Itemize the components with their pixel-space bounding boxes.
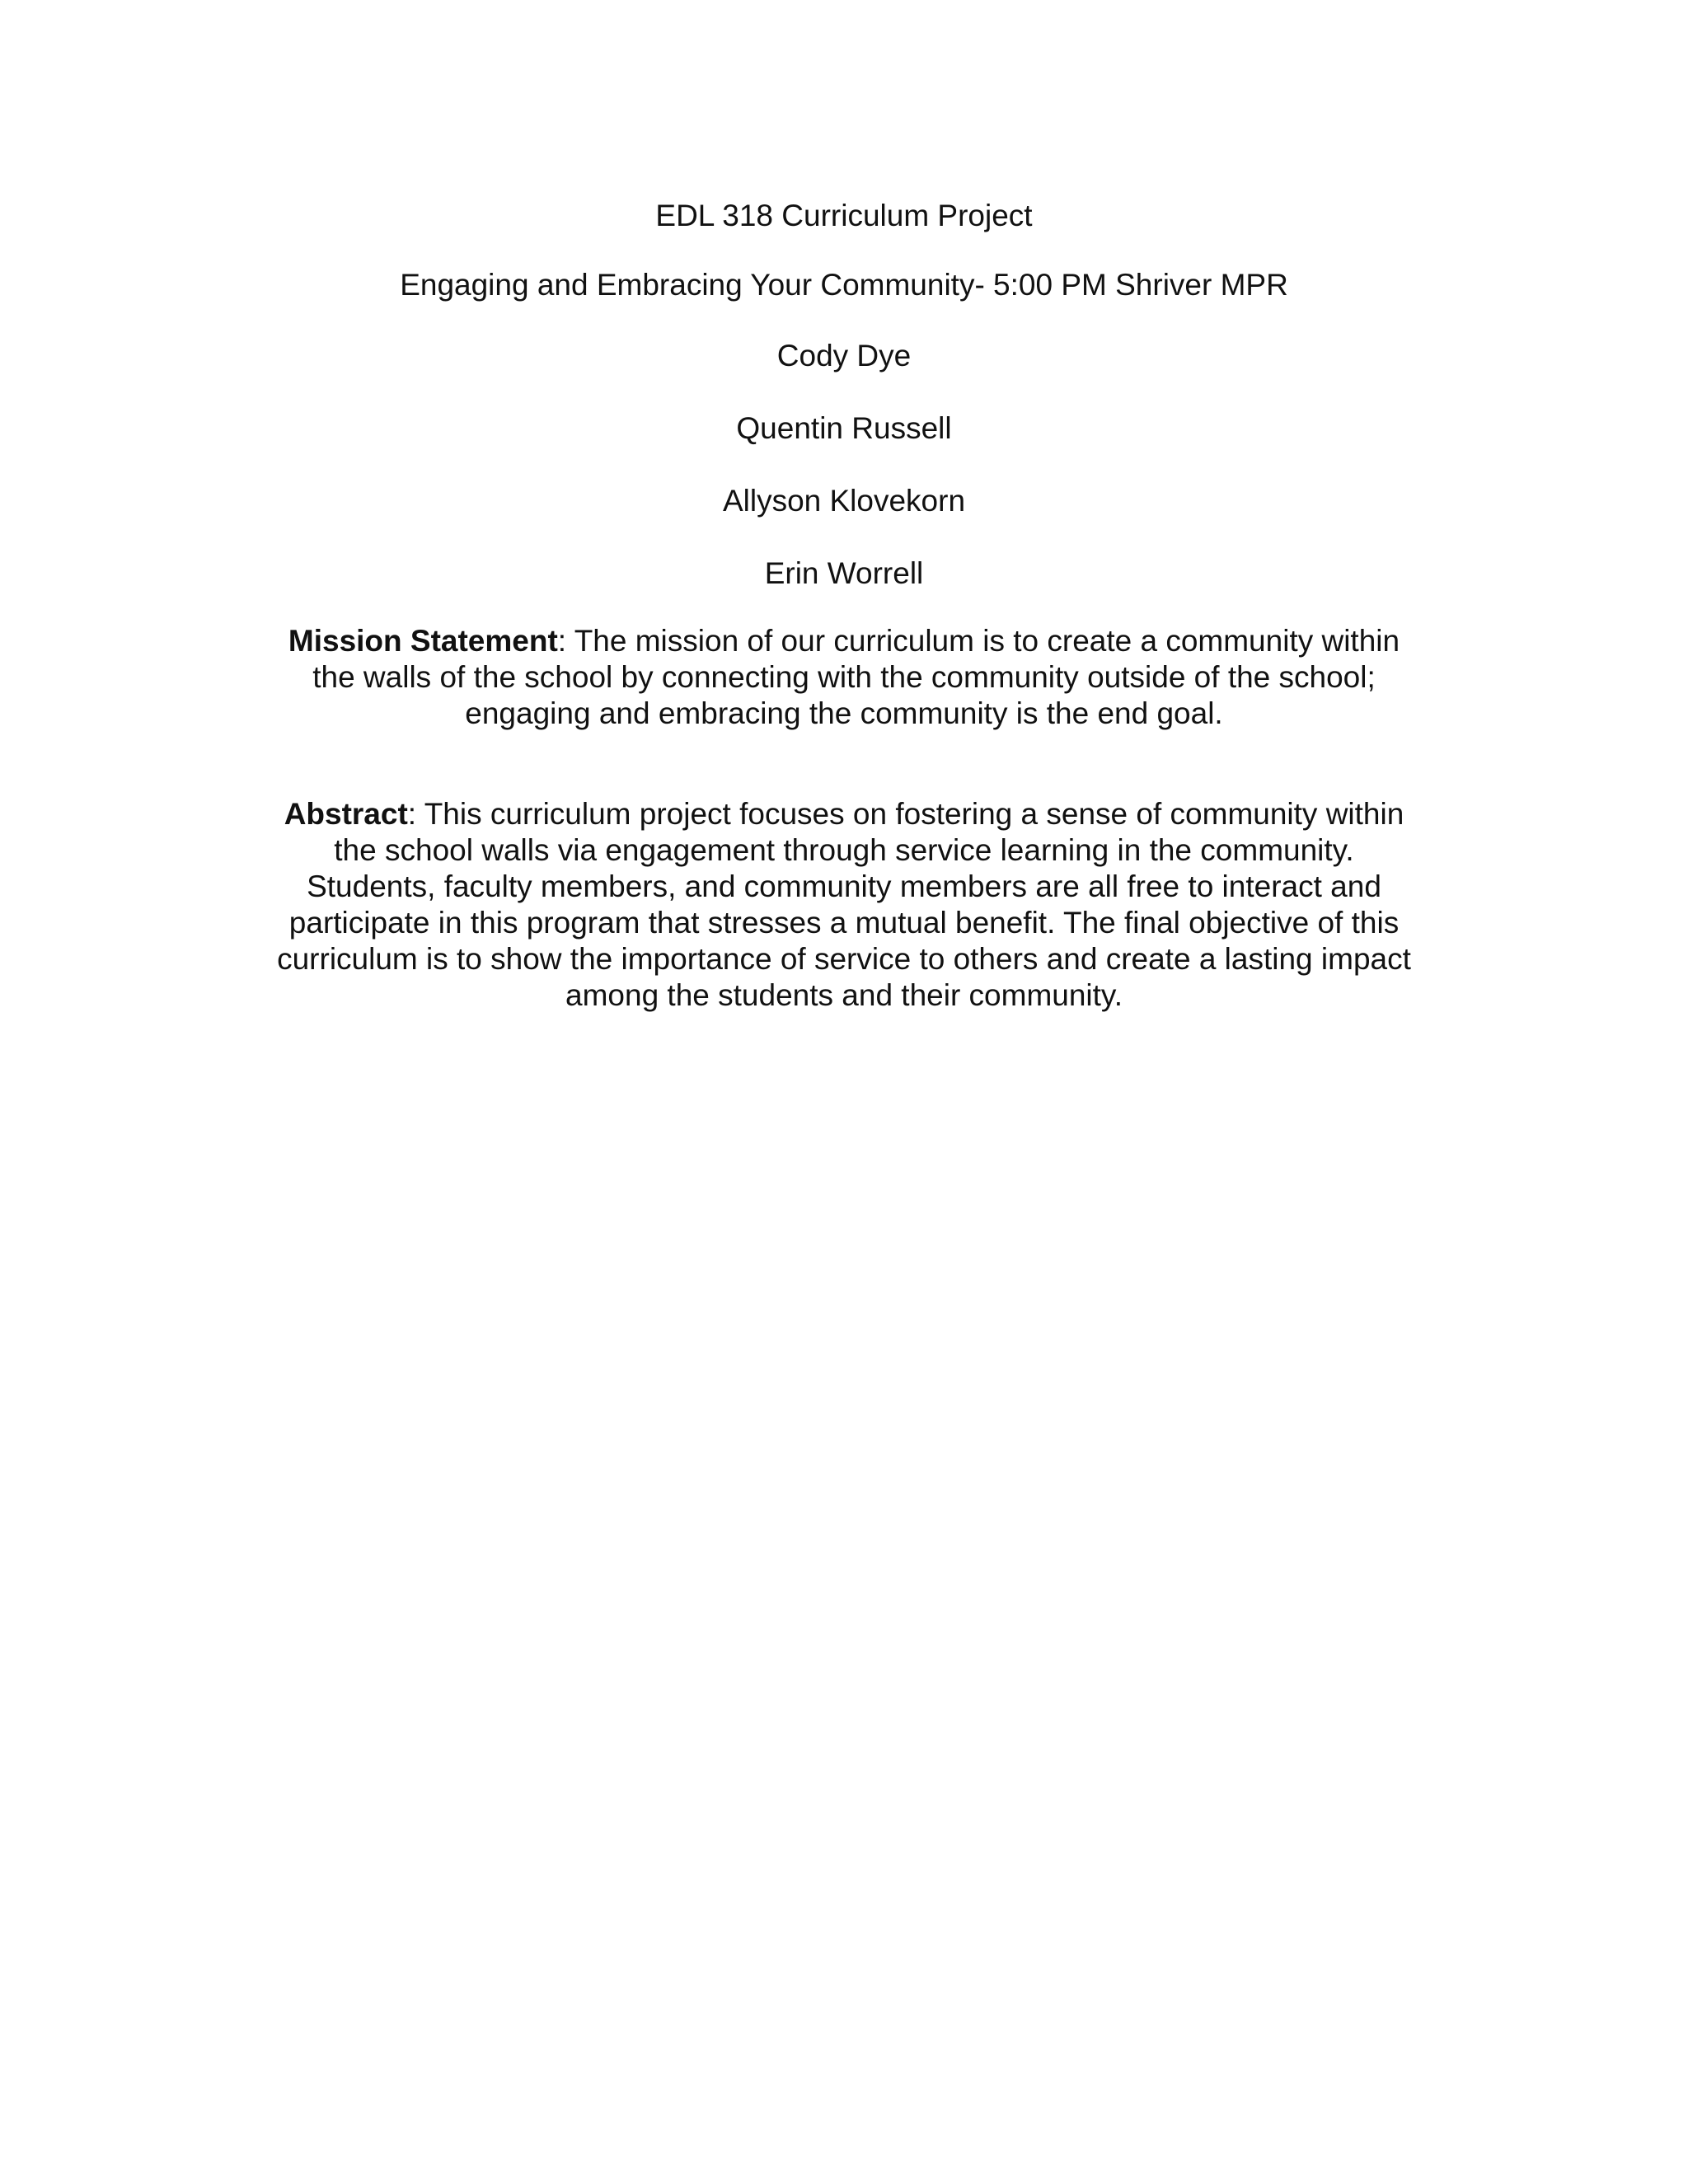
session-title: Engaging and Embracing Your Community- 5:00 PM Shriver MPR xyxy=(400,268,1288,302)
abstract-line: curriculum is to show the importance of service to others and create a lasting impact xyxy=(277,942,1411,976)
mission-line: engaging and embracing the community is the end goal. xyxy=(465,696,1223,730)
abstract xyxy=(0,796,1688,1014)
mission-line: the walls of the school by connecting with the community outside of the school; xyxy=(312,660,1376,694)
course-title: EDL 318 Curriculum Project xyxy=(655,199,1033,232)
author-name: Erin Worrell xyxy=(764,556,924,590)
abstract-text: : This curriculum project focuses on fostering a sense of community within xyxy=(407,797,1404,831)
abstract-label: Abstract xyxy=(284,797,408,831)
abstract-line: among the students and their community. xyxy=(565,978,1123,1012)
mission-text: : The mission of our curriculum is to create a community within xyxy=(557,624,1400,658)
mission-line xyxy=(0,623,1688,659)
abstract-line: the school walls via engagement through service learning in the community. xyxy=(334,833,1354,867)
author-name: Cody Dye xyxy=(776,339,912,373)
mission-label: Mission Statement xyxy=(288,624,558,658)
mission-statement xyxy=(0,623,1688,732)
author-name: Quentin Russell xyxy=(736,411,952,445)
abstract-line xyxy=(0,796,1688,832)
author-name: Allyson Klovekorn xyxy=(722,484,966,518)
abstract-line: participate in this program that stresses a mutual benefit. The final objective of this xyxy=(288,906,1400,940)
abstract-line: Students, faculty members, and community members are all free to interact and xyxy=(307,869,1381,903)
